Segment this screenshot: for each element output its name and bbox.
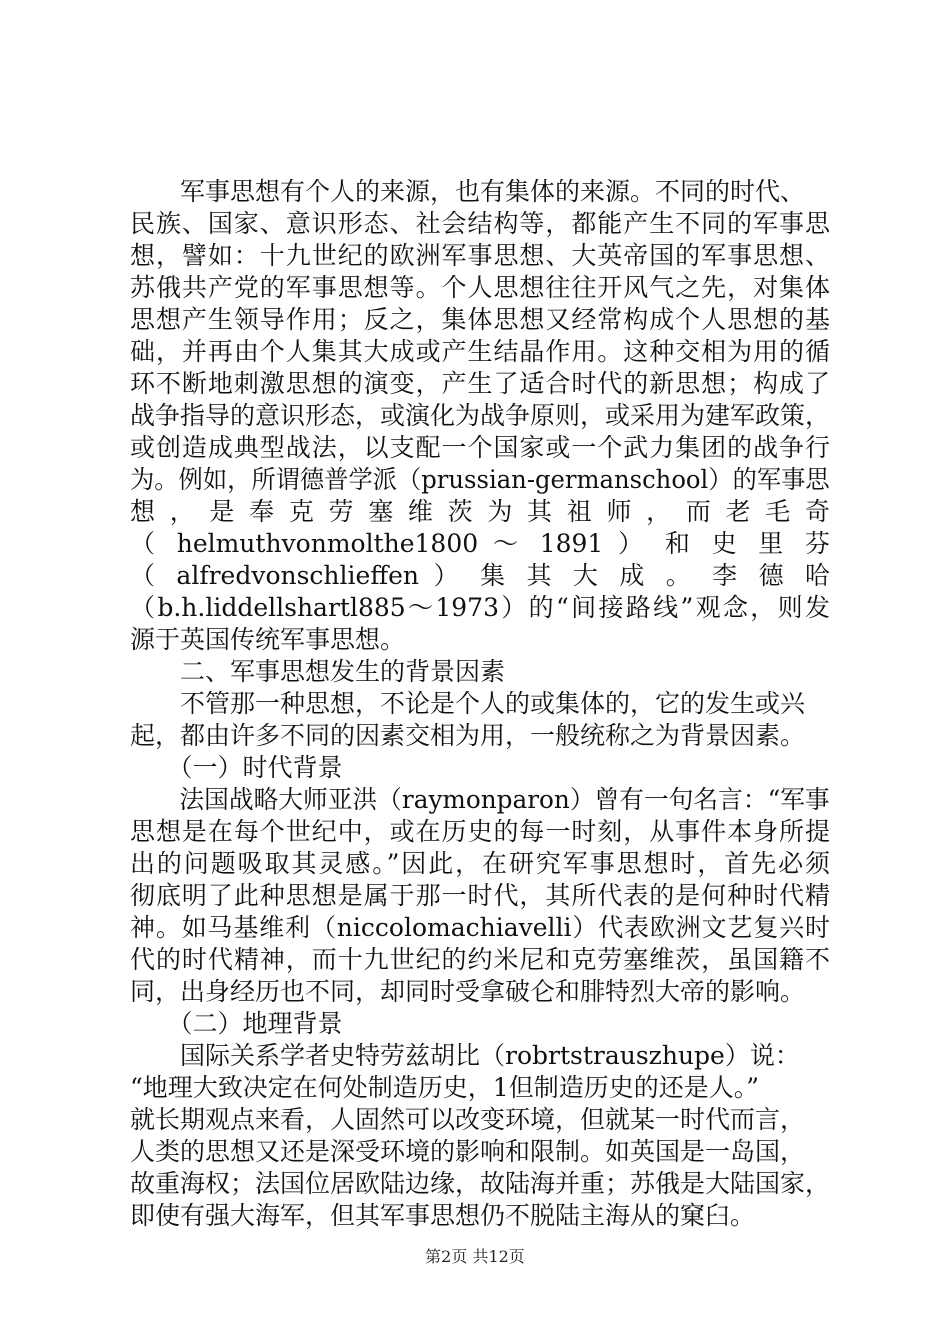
text-line: 不管那一种思想，不论是个人的或集体的，它的发生或兴 (130, 689, 806, 718)
text-line: 同，出身经历也不同，却同时受拿破仑和腓特烈大帝的影响。 (130, 977, 806, 1006)
text-line: 想 ， 是 奉 克 劳 塞 维 茨 为 其 祖 师 ， 而 老 毛 奇 (130, 497, 830, 526)
text-line: 民族、国家、意识形态、社会结构等，都能产生不同的军事思 (130, 209, 830, 238)
text-line: 彻底明了此种思想是属于那一时代，其所代表的是何种时代精 (130, 881, 830, 910)
text-line: 思想产生领导作用；反之，集体思想又经常构成个人思想的基 (130, 305, 830, 334)
text-line: 环不断地刺激思想的演变，产生了适合时代的新思想；构成了 (130, 369, 830, 398)
text-line: 法国战略大师亚洪（raymonparon）曾有一句名言：“军事 (130, 785, 830, 814)
text-line: （ helmuthvonmolthe1800 ～ 1891 ） 和 史 里 芬 (130, 529, 830, 558)
subsection-heading: （一）时代背景 (130, 753, 343, 782)
text-line: “地理大致决定在何处制造历史，1但制造历史的还是人。” (130, 1073, 759, 1102)
text-line: 思想是在每个世纪中，或在历史的每一时刻，从事件本身所提 (130, 817, 830, 846)
text-line: 人类的思想又还是深受环境的影响和限制。如英国是一岛国， (130, 1137, 806, 1166)
section-heading: 二、军事思想发生的背景因素 (130, 657, 506, 686)
text-line: 或创造成典型战法，以支配一个国家或一个武力集团的战争行 (130, 433, 830, 462)
text-line: 起，都由许多不同的因素交相为用，一般统称之为背景因素。 (130, 721, 806, 750)
text-line: 源于英国传统军事思想。 (130, 625, 406, 654)
text-line: 为。例如，所谓德普学派（prussian-germanschool）的军事思 (130, 465, 830, 494)
text-line: 想，譬如：十九世纪的欧洲军事思想、大英帝国的军事思想、 (130, 241, 830, 270)
text-line: 军事思想有个人的来源，也有集体的来源。不同的时代、 (130, 177, 806, 206)
text-line: 故重海权；法国位居欧陆边缘，故陆海并重；苏俄是大陆国家， (130, 1169, 831, 1198)
text-line: 础，并再由个人集其大成或产生结晶作用。这种交相为用的循 (130, 337, 830, 366)
text-line: 苏俄共产党的军事思想等。个人思想往往开风气之先，对集体 (130, 273, 830, 302)
text-line: （b.h.liddellshartl885～1973）的“间接路线”观念，则发 (130, 593, 830, 622)
text-line: 战争指导的意识形态，或演化为战争原则，或采用为建军政策， (130, 401, 831, 430)
text-line: 即使有强大海军，但其军事思想仍不脱陆主海从的窠臼。 (130, 1201, 756, 1230)
text-line: （ alfredvonschlieffen ） 集 其 大 成 。 李 德 哈 (130, 561, 830, 590)
text-line: 国际关系学者史特劳兹胡比（robrtstrauszhupe）说： (130, 1041, 800, 1070)
text-line: 代的时代精神，而十九世纪的约米尼和克劳塞维茨，虽国籍不 (130, 945, 830, 974)
subsection-heading: （二）地理背景 (130, 1009, 343, 1038)
text-line: 出的问题吸取其灵感。”因此，在研究军事思想时，首先必须 (130, 849, 830, 878)
page-footer: 第2页 共12页 (425, 1247, 525, 1266)
text-line: 就长期观点来看，人固然可以改变环境，但就某一时代而言， (130, 1105, 806, 1134)
text-line: 神。如马基维利（niccolomachiavelli）代表欧洲文艺复兴时 (130, 913, 830, 942)
